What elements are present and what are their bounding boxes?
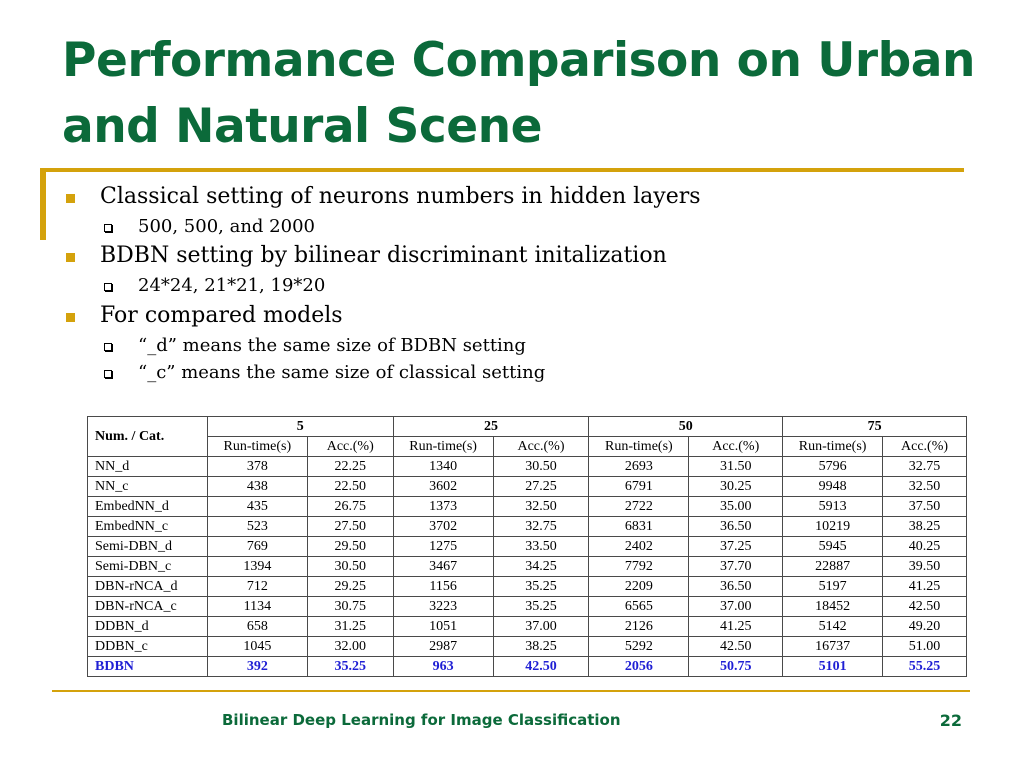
table-cell: 712 — [207, 577, 307, 597]
table-cell: 1373 — [393, 497, 493, 517]
table-cell: 392 — [207, 657, 307, 677]
subheader: Run-time(s) — [207, 437, 307, 457]
table-row — [88, 557, 967, 577]
sub-bullet-item — [138, 216, 315, 237]
table-cell: 963 — [393, 657, 493, 677]
bullet-item — [100, 243, 667, 268]
table-cell: 2987 — [393, 637, 493, 657]
square-bullet-icon — [66, 253, 75, 262]
table-row — [88, 517, 967, 537]
table-cell: 16737 — [783, 637, 883, 657]
table-cell: 1156 — [393, 577, 493, 597]
table-cell: 2693 — [589, 457, 689, 477]
table-cell: 2056 — [589, 657, 689, 677]
page-number: 22 — [939, 711, 962, 730]
table-row — [88, 657, 967, 677]
table-cell: 1340 — [393, 457, 493, 477]
table-cell: 42.50 — [493, 657, 589, 677]
footer-title: Bilinear Deep Learning for Image Classification — [222, 711, 621, 729]
category-header: 25 — [393, 417, 589, 437]
table-row — [88, 617, 967, 637]
table-cell: 34.25 — [493, 557, 589, 577]
footer-divider — [52, 690, 970, 692]
row-label: DDBN_c — [88, 637, 208, 657]
table-cell: 3602 — [393, 477, 493, 497]
table-row — [88, 537, 967, 557]
table-cell: 26.75 — [307, 497, 393, 517]
table-cell: 22887 — [783, 557, 883, 577]
box-bullet-icon — [104, 283, 112, 291]
slide-title — [62, 28, 1002, 160]
table-cell: 1045 — [207, 637, 307, 657]
sub-bullet-item — [138, 275, 325, 296]
table-cell: 55.25 — [883, 657, 967, 677]
bullet-item — [100, 303, 343, 328]
sub-bullet-item — [138, 335, 526, 356]
table-cell: 2126 — [589, 617, 689, 637]
sub-bullet-text: “_c” means the same size of classical setting — [138, 362, 546, 383]
table-cell: 6565 — [589, 597, 689, 617]
table-cell: 32.75 — [493, 517, 589, 537]
table-cell: 37.00 — [689, 597, 783, 617]
table-cell: 22.50 — [307, 477, 393, 497]
table-header-row — [88, 417, 967, 437]
category-header: 75 — [783, 417, 967, 437]
table-cell: 35.25 — [493, 577, 589, 597]
table-cell: 1275 — [393, 537, 493, 557]
subheader: Run-time(s) — [589, 437, 689, 457]
table-row — [88, 497, 967, 517]
table-cell: 50.75 — [689, 657, 783, 677]
bullet-item — [100, 184, 701, 209]
table-cell: 5142 — [783, 617, 883, 637]
table-cell: 36.50 — [689, 577, 783, 597]
table-row — [88, 477, 967, 497]
table-cell: 7792 — [589, 557, 689, 577]
table-cell: 42.50 — [883, 597, 967, 617]
table-cell: 438 — [207, 477, 307, 497]
table-cell: 41.25 — [883, 577, 967, 597]
category-header: 5 — [207, 417, 393, 437]
table-cell: 29.50 — [307, 537, 393, 557]
table-cell: 378 — [207, 457, 307, 477]
table-cell: 658 — [207, 617, 307, 637]
table-cell: 35.25 — [493, 597, 589, 617]
row-label: DDBN_d — [88, 617, 208, 637]
table-cell: 37.00 — [493, 617, 589, 637]
sub-bullet-text: 24*24, 21*21, 19*20 — [138, 275, 326, 296]
table-cell: 1134 — [207, 597, 307, 617]
table-cell: 18452 — [783, 597, 883, 617]
table-cell: 1051 — [393, 617, 493, 637]
table-cell: 435 — [207, 497, 307, 517]
table-cell: 32.50 — [883, 477, 967, 497]
bullet-text: Classical setting of neurons numbers in hidden layers — [100, 184, 701, 209]
table-cell: 36.50 — [689, 517, 783, 537]
row-label: NN_d — [88, 457, 208, 477]
table-cell: 42.50 — [689, 637, 783, 657]
table-cell: 38.25 — [883, 517, 967, 537]
row-label: EmbedNN_c — [88, 517, 208, 537]
table-cell: 37.50 — [883, 497, 967, 517]
row-label: EmbedNN_d — [88, 497, 208, 517]
table-cell: 30.75 — [307, 597, 393, 617]
table-cell: 29.25 — [307, 577, 393, 597]
sub-bullet-item — [138, 362, 545, 383]
table-cell: 2209 — [589, 577, 689, 597]
subheader: Acc.(%) — [689, 437, 783, 457]
results-table — [87, 416, 967, 677]
table-cell: 1394 — [207, 557, 307, 577]
table-cell: 5913 — [783, 497, 883, 517]
table-cell: 6791 — [589, 477, 689, 497]
sub-bullet-text: “_d” means the same size of BDBN setting — [138, 335, 526, 356]
table-cell: 5197 — [783, 577, 883, 597]
table-cell: 22.25 — [307, 457, 393, 477]
table-row — [88, 457, 967, 477]
square-bullet-icon — [66, 194, 75, 203]
table-subheader-row — [88, 437, 967, 457]
table-cell: 3702 — [393, 517, 493, 537]
box-bullet-icon — [104, 370, 112, 378]
table-cell: 3223 — [393, 597, 493, 617]
table-row — [88, 597, 967, 617]
subheader: Acc.(%) — [493, 437, 589, 457]
title-divider — [40, 168, 964, 172]
table-cell: 2402 — [589, 537, 689, 557]
subheader: Acc.(%) — [883, 437, 967, 457]
table-body — [88, 457, 967, 677]
table-cell: 27.25 — [493, 477, 589, 497]
box-bullet-icon — [104, 343, 112, 351]
square-bullet-icon — [66, 313, 75, 322]
row-label: Semi-DBN_c — [88, 557, 208, 577]
table-cell: 31.50 — [689, 457, 783, 477]
table-cell: 51.00 — [883, 637, 967, 657]
table-cell: 5101 — [783, 657, 883, 677]
row-label: NN_c — [88, 477, 208, 497]
bullet-text: For compared models — [100, 303, 343, 328]
table-cell: 30.25 — [689, 477, 783, 497]
subheader: Run-time(s) — [393, 437, 493, 457]
corner-header: Num. / Cat. — [88, 417, 208, 457]
table-cell: 10219 — [783, 517, 883, 537]
table-cell: 35.25 — [307, 657, 393, 677]
table-row — [88, 637, 967, 657]
bullet-text: BDBN setting by bilinear discriminant initalization — [100, 243, 667, 268]
title-line-1: Performance Comparison on Urban — [62, 33, 975, 88]
table-cell: 41.25 — [689, 617, 783, 637]
table-cell: 33.50 — [493, 537, 589, 557]
table-cell: 37.70 — [689, 557, 783, 577]
subheader: Acc.(%) — [307, 437, 393, 457]
table-cell: 32.50 — [493, 497, 589, 517]
left-accent-bar — [40, 168, 46, 240]
table-cell: 5292 — [589, 637, 689, 657]
row-label: Semi-DBN_d — [88, 537, 208, 557]
category-header: 50 — [589, 417, 783, 437]
table-cell: 27.50 — [307, 517, 393, 537]
table-cell: 35.00 — [689, 497, 783, 517]
table-cell: 31.25 — [307, 617, 393, 637]
table-cell: 9948 — [783, 477, 883, 497]
table-cell: 49.20 — [883, 617, 967, 637]
row-label: BDBN — [88, 657, 208, 677]
table-cell: 32.00 — [307, 637, 393, 657]
table-cell: 32.75 — [883, 457, 967, 477]
table-cell: 6831 — [589, 517, 689, 537]
table-cell: 2722 — [589, 497, 689, 517]
table-cell: 30.50 — [493, 457, 589, 477]
subheader: Run-time(s) — [783, 437, 883, 457]
sub-bullet-text: 500, 500, and 2000 — [138, 216, 315, 237]
table-cell: 40.25 — [883, 537, 967, 557]
table-cell: 3467 — [393, 557, 493, 577]
table-row — [88, 577, 967, 597]
table-cell: 37.25 — [689, 537, 783, 557]
row-label: DBN-rNCA_c — [88, 597, 208, 617]
table-cell: 39.50 — [883, 557, 967, 577]
table-cell: 5796 — [783, 457, 883, 477]
title-line-2: and Natural Scene — [62, 99, 542, 154]
table-cell: 523 — [207, 517, 307, 537]
table-cell: 30.50 — [307, 557, 393, 577]
row-label: DBN-rNCA_d — [88, 577, 208, 597]
table-cell: 769 — [207, 537, 307, 557]
table-cell: 5945 — [783, 537, 883, 557]
box-bullet-icon — [104, 224, 112, 232]
table-cell: 38.25 — [493, 637, 589, 657]
